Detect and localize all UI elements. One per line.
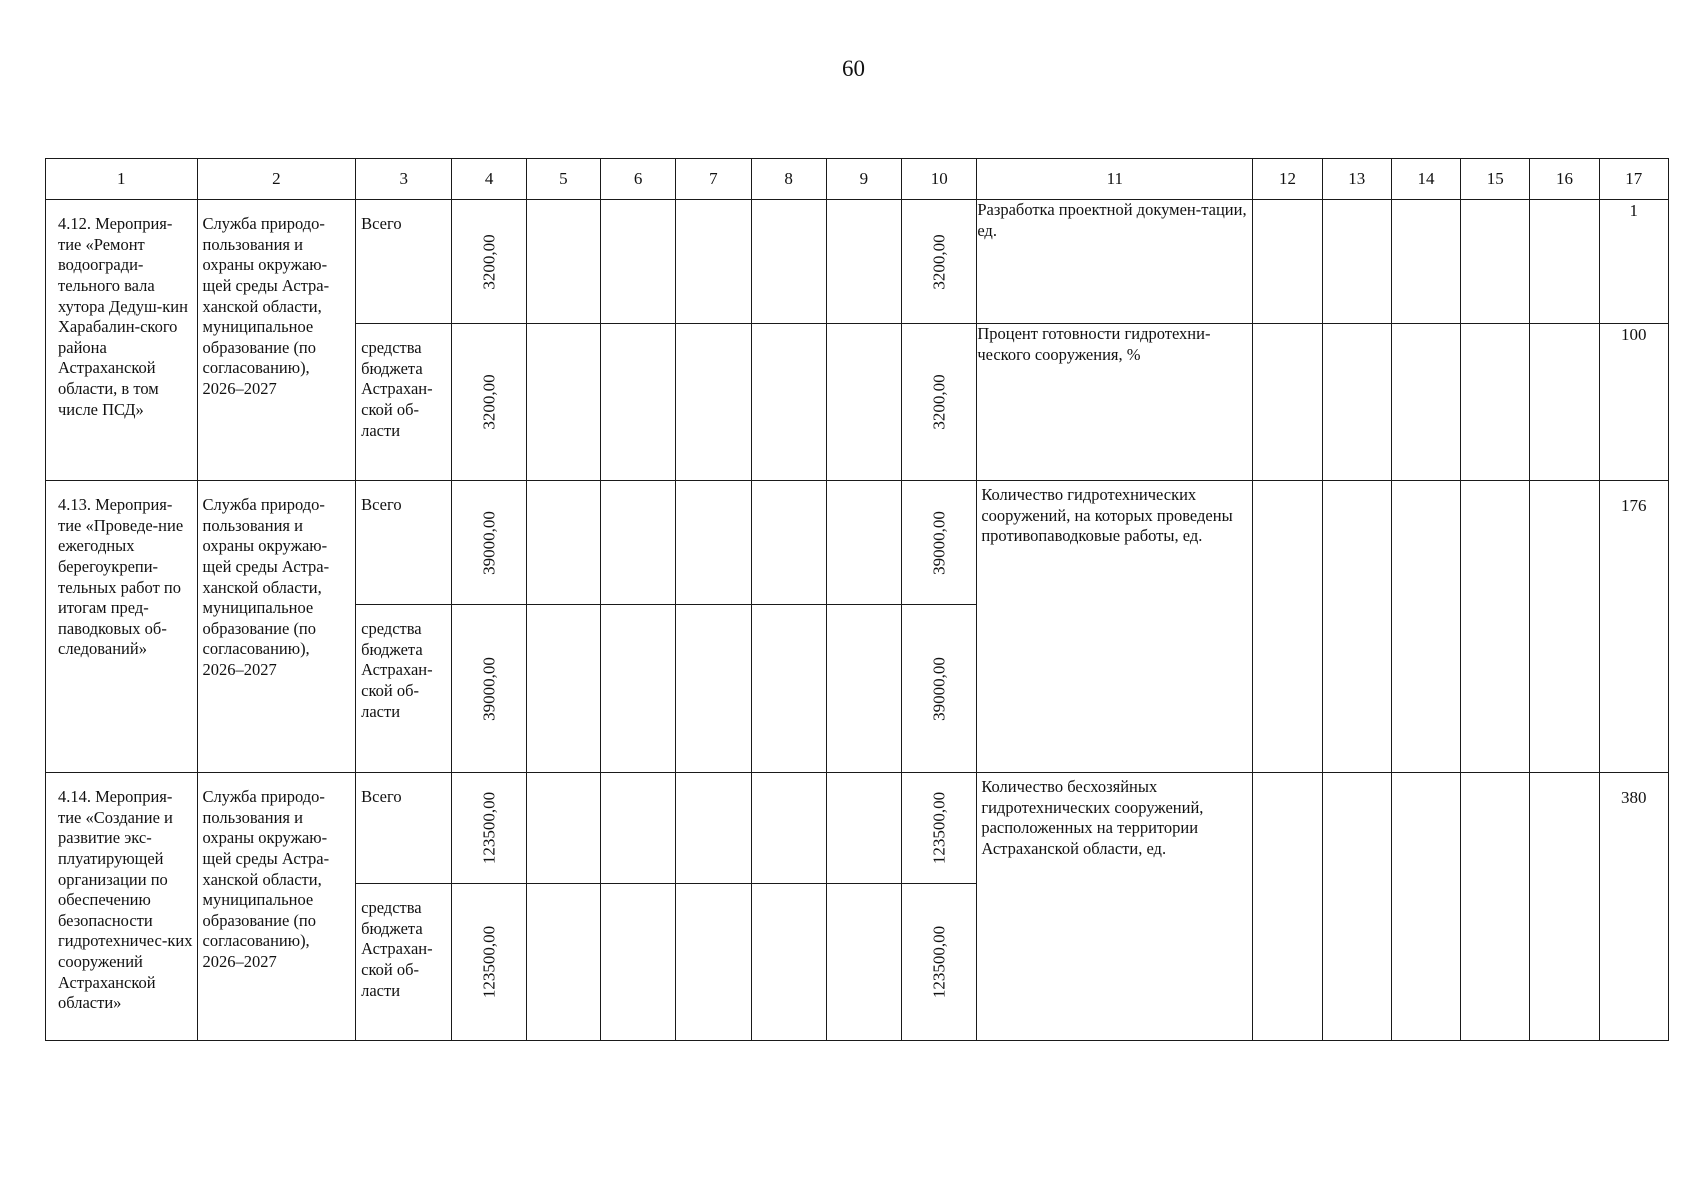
amount-value: 123500,00	[929, 791, 949, 865]
empty-cell	[601, 481, 676, 605]
executor-text: Служба природо-пользования и охраны окружаю-щей среды Астра-ханской области, муниципальное образование (по согласованию), 2026–2027	[202, 787, 330, 971]
executor-cell	[197, 481, 356, 773]
indicator-text: Количество гидротехнических сооружений, на которых проведены противопаводковые работы, ед.	[981, 485, 1233, 546]
amount-value: 39000,00	[479, 656, 499, 721]
source-text: средства бюджета Астрахан-ской об-ласти	[361, 338, 433, 440]
empty-cell	[751, 324, 826, 481]
amount-cell	[902, 481, 977, 605]
empty-cell	[826, 605, 901, 773]
empty-cell	[1391, 773, 1460, 1041]
amount-value: 123500,00	[929, 925, 949, 999]
empty-cell	[1461, 200, 1530, 324]
source-cell	[356, 324, 452, 481]
source-text: Всего	[361, 787, 402, 806]
empty-cell	[751, 200, 826, 324]
header-cell: 10	[902, 159, 977, 200]
amount-cell	[452, 773, 526, 884]
source-text: Всего	[361, 214, 402, 233]
empty-cell	[1461, 481, 1530, 773]
amount-value: 123500,00	[479, 791, 499, 865]
indicator-value: 100	[1621, 325, 1647, 344]
header-cell: 13	[1322, 159, 1391, 200]
indicator-cell	[977, 773, 1253, 1041]
empty-cell	[676, 481, 751, 605]
source-text: Всего	[361, 495, 402, 514]
empty-cell	[1322, 773, 1391, 1041]
indicator-text: Количество бесхозяйных гидротехнических сооружений, расположенных на территории Астраханской области, ед.	[981, 777, 1204, 858]
header-cell: 8	[751, 159, 826, 200]
source-cell	[356, 884, 452, 1041]
measure-cell	[46, 773, 198, 1041]
empty-cell	[1461, 773, 1530, 1041]
amount-cell	[902, 773, 977, 884]
empty-cell	[1322, 200, 1391, 324]
empty-cell	[676, 200, 751, 324]
header-cell: 5	[526, 159, 600, 200]
empty-cell	[601, 200, 676, 324]
empty-cell	[676, 884, 751, 1041]
empty-cell	[1461, 324, 1530, 481]
indicator-value: 380	[1621, 788, 1647, 807]
source-cell	[356, 481, 452, 605]
header-cell: 6	[601, 159, 676, 200]
executor-text: Служба природо-пользования и охраны окружаю-щей среды Астра-ханской области, муниципальное образование (по согласованию), 2026–2027	[202, 495, 330, 679]
amount-cell	[902, 200, 977, 324]
empty-cell	[676, 324, 751, 481]
empty-cell	[601, 605, 676, 773]
empty-cell	[1253, 773, 1322, 1041]
table-row	[46, 773, 1669, 884]
executor-text: Служба природо-пользования и охраны окружаю-щей среды Астра-ханской области, муниципальное образование (по согласованию), 2026–2027	[202, 214, 330, 398]
header-row	[46, 159, 1669, 200]
header-cell: 3	[356, 159, 452, 200]
empty-cell	[601, 884, 676, 1041]
empty-cell	[1253, 481, 1322, 773]
empty-cell	[526, 324, 600, 481]
indicator-cell	[977, 481, 1253, 773]
measure-text: 4.12. Мероприя-тие «Ремонт водоогради-тельного вала хутора Дедуш-кин Харабалин-ского района Астраханской области, в том числе ПСД»	[58, 214, 188, 419]
value-cell	[1599, 481, 1668, 773]
indicator-cell	[977, 200, 1253, 324]
indicator-value: 176	[1621, 496, 1647, 515]
empty-cell	[751, 481, 826, 605]
amount-value: 39000,00	[929, 510, 949, 575]
indicator-text: Процент готовности гидротехни-ческого сооружения, %	[977, 324, 1211, 364]
measure-cell	[46, 481, 198, 773]
value-cell	[1599, 324, 1668, 481]
amount-value: 3200,00	[929, 374, 949, 430]
header-cell: 1	[46, 159, 198, 200]
header-cell: 11	[977, 159, 1253, 200]
table-row	[46, 481, 1669, 605]
table-row	[46, 200, 1669, 324]
empty-cell	[601, 324, 676, 481]
indicator-text: Разработка проектной докумен-тации, ед.	[977, 200, 1247, 240]
measure-cell	[46, 200, 198, 481]
executor-cell	[197, 200, 356, 481]
empty-cell	[1530, 324, 1599, 481]
amount-value: 123500,00	[479, 925, 499, 999]
empty-cell	[1530, 773, 1599, 1041]
value-cell	[1599, 773, 1668, 1041]
empty-cell	[526, 605, 600, 773]
empty-cell	[826, 324, 901, 481]
header-cell: 16	[1530, 159, 1599, 200]
empty-cell	[1391, 481, 1460, 773]
empty-cell	[676, 773, 751, 884]
empty-cell	[1391, 200, 1460, 324]
amount-value: 3200,00	[929, 233, 949, 290]
program-table	[45, 158, 1669, 1041]
indicator-cell	[977, 324, 1253, 481]
empty-cell	[751, 605, 826, 773]
header-cell: 15	[1461, 159, 1530, 200]
empty-cell	[1253, 324, 1322, 481]
header-cell: 2	[197, 159, 356, 200]
amount-cell	[452, 200, 526, 324]
source-text: средства бюджета Астрахан-ской об-ласти	[361, 898, 433, 1000]
amount-cell	[902, 324, 977, 481]
source-cell	[356, 605, 452, 773]
measure-text: 4.14. Мероприя-тие «Создание и развитие экс-плуатирующей организации по обеспечению безопасности гидротехничес-ких сооружений Астраханской области»	[58, 787, 193, 1013]
amount-cell	[452, 481, 526, 605]
empty-cell	[526, 200, 600, 324]
amount-cell	[452, 884, 526, 1041]
amount-cell	[452, 605, 526, 773]
header-cell: 12	[1253, 159, 1322, 200]
empty-cell	[1322, 324, 1391, 481]
header-cell: 7	[676, 159, 751, 200]
empty-cell	[1530, 481, 1599, 773]
empty-cell	[1322, 481, 1391, 773]
amount-value: 3200,00	[479, 374, 499, 430]
empty-cell	[826, 884, 901, 1041]
empty-cell	[1530, 200, 1599, 324]
source-text: средства бюджета Астрахан-ской об-ласти	[361, 619, 433, 721]
page-number: 60	[842, 56, 865, 81]
amount-value: 39000,00	[479, 510, 499, 575]
empty-cell	[526, 773, 600, 884]
empty-cell	[1253, 200, 1322, 324]
empty-cell	[526, 884, 600, 1041]
indicator-value: 1	[1629, 201, 1639, 220]
amount-cell	[452, 324, 526, 481]
executor-cell	[197, 773, 356, 1041]
header-cell: 4	[452, 159, 526, 200]
empty-cell	[1391, 324, 1460, 481]
empty-cell	[526, 481, 600, 605]
empty-cell	[826, 200, 901, 324]
measure-text: 4.13. Мероприя-тие «Проведе-ние ежегодных берегоукрепи-тельных работ по итогам пред-паводковых об-следований»	[58, 495, 184, 659]
source-cell	[356, 773, 452, 884]
amount-value: 39000,00	[929, 656, 949, 721]
empty-cell	[601, 773, 676, 884]
header-cell: 9	[826, 159, 901, 200]
header-cell: 14	[1391, 159, 1460, 200]
header-cell: 17	[1599, 159, 1668, 200]
empty-cell	[826, 481, 901, 605]
empty-cell	[751, 884, 826, 1041]
source-cell	[356, 200, 452, 324]
amount-value: 3200,00	[479, 233, 499, 290]
value-cell	[1599, 200, 1668, 324]
empty-cell	[676, 605, 751, 773]
amount-cell	[902, 605, 977, 773]
amount-cell	[902, 884, 977, 1041]
empty-cell	[751, 773, 826, 884]
empty-cell	[826, 773, 901, 884]
